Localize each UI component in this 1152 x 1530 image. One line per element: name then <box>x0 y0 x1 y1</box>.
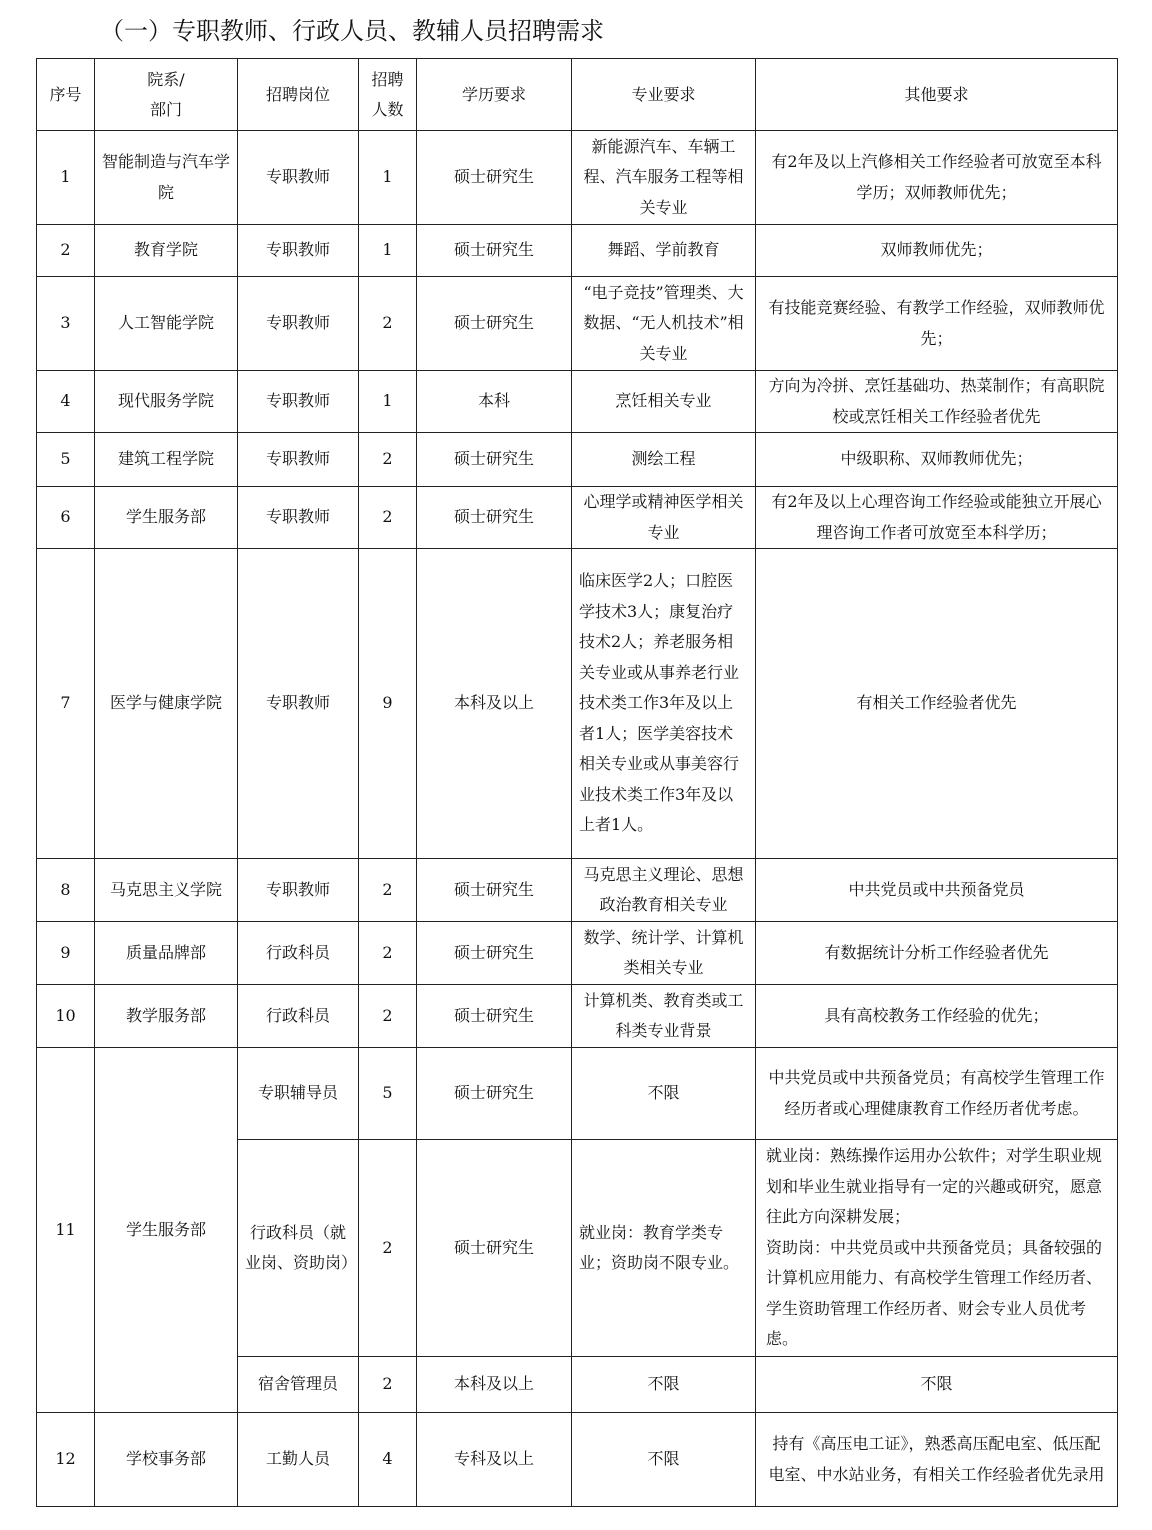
cell-seq: 2 <box>37 225 95 277</box>
header-dept <box>95 59 238 131</box>
cell-dept: 教育学院 <box>95 225 238 277</box>
cell-seq: 12 <box>37 1413 95 1507</box>
header-major: 专业要求 <box>572 59 756 131</box>
cell-major: 新能源汽车、车辆工程、汽车服务工程等相关专业 <box>572 131 756 225</box>
cell-position: 专职教师 <box>238 225 359 277</box>
cell-count: 4 <box>359 1413 417 1507</box>
cell-position: 专职辅导员 <box>238 1048 359 1140</box>
cell-other: 不限 <box>756 1357 1118 1413</box>
header-seq: 序号 <box>37 59 95 131</box>
cell-major: 测绘工程 <box>572 433 756 487</box>
cell-count: 2 <box>359 1357 417 1413</box>
cell-other: 有相关工作经验者优先 <box>756 549 1118 859</box>
table-row <box>37 549 1118 859</box>
cell-education: 硕士研究生 <box>417 859 572 922</box>
cell-count: 1 <box>359 225 417 277</box>
table-row <box>37 131 1118 225</box>
cell-education: 本科及以上 <box>417 549 572 859</box>
header-count-line1: 招聘 <box>371 69 404 89</box>
header-dept-line1: 院系/ <box>147 69 185 89</box>
cell-major: 不限 <box>572 1357 756 1413</box>
table-edge-mark <box>1117 134 1118 156</box>
cell-count: 2 <box>359 1140 417 1357</box>
cell-position: 行政科员 <box>238 922 359 985</box>
cell-dept: 马克思主义学院 <box>95 859 238 922</box>
cell-major: 不限 <box>572 1413 756 1507</box>
header-count <box>359 59 417 131</box>
cell-major: 临床医学2人；口腔医学技术3人；康复治疗技术2人；养老服务相关专业或从事养老行业技术类工作3年及以上者1人；医学美容技术相关专业或从事美容行业技术类工作3年及以上者1人。 <box>572 549 756 859</box>
cell-count: 9 <box>359 549 417 859</box>
cell-education: 硕士研究生 <box>417 225 572 277</box>
cell-dept: 现代服务学院 <box>95 371 238 433</box>
cell-other: 有2年及以上汽修相关工作经验者可放宽至本科学历；双师教师优先； <box>756 131 1118 225</box>
cell-dept: 质量品牌部 <box>95 922 238 985</box>
cell-position: 专职教师 <box>238 549 359 859</box>
cell-other: 中共党员或中共预备党员 <box>756 859 1118 922</box>
cell-seq: 10 <box>37 985 95 1048</box>
cell-major: 舞蹈、学前教育 <box>572 225 756 277</box>
cell-count: 2 <box>359 433 417 487</box>
table-row <box>37 985 1118 1048</box>
cell-other: 具有高校教务工作经验的优先； <box>756 985 1118 1048</box>
header-position: 招聘岗位 <box>238 59 359 131</box>
table-row <box>37 487 1118 549</box>
cell-education: 硕士研究生 <box>417 487 572 549</box>
section-heading: （一）专职教师、行政人员、教辅人员招聘需求 <box>100 17 604 45</box>
cell-count: 2 <box>359 985 417 1048</box>
cell-major: “电子竞技”管理类、大数据、“无人机技术”相关专业 <box>572 277 756 371</box>
cell-seq: 4 <box>37 371 95 433</box>
cell-other <box>756 1140 1118 1357</box>
cell-other: 持有《高压电工证》，熟悉高压配电室、低压配电室、中水站业务，有相关工作经验者优先录用 <box>756 1413 1118 1507</box>
cell-other: 有技能竞赛经验、有教学工作经验，双师教师优先； <box>756 277 1118 371</box>
cell-other: 方向为冷拼、烹饪基础功、热菜制作；有高职院校或烹饪相关工作经验者优先 <box>756 371 1118 433</box>
cell-education: 本科 <box>417 371 572 433</box>
header-education: 学历要求 <box>417 59 572 131</box>
cell-major: 烹饪相关专业 <box>572 371 756 433</box>
cell-position: 行政科员 <box>238 985 359 1048</box>
cell-dept: 人工智能学院 <box>95 277 238 371</box>
cell-position: 专职教师 <box>238 859 359 922</box>
cell-dept: 教学服务部 <box>95 985 238 1048</box>
cell-dept: 学生服务部 <box>95 487 238 549</box>
cell-count: 2 <box>359 859 417 922</box>
cell-position: 专职教师 <box>238 487 359 549</box>
cell-seq: 6 <box>37 487 95 549</box>
cell-major: 数学、统计学、计算机类相关专业 <box>572 922 756 985</box>
cell-count: 1 <box>359 371 417 433</box>
cell-other: 有数据统计分析工作经验者优先 <box>756 922 1118 985</box>
cell-position: 专职教师 <box>238 131 359 225</box>
cell-education: 硕士研究生 <box>417 433 572 487</box>
cell-seq: 5 <box>37 433 95 487</box>
cell-count: 2 <box>359 487 417 549</box>
header-count-line2: 人数 <box>371 99 404 119</box>
cell-education: 硕士研究生 <box>417 277 572 371</box>
cell-major: 心理学或精神医学相关专业 <box>572 487 756 549</box>
cell-education: 硕士研究生 <box>417 922 572 985</box>
cell-major: 不限 <box>572 1048 756 1140</box>
header-dept-line2: 部门 <box>149 99 182 119</box>
table-row <box>37 1048 1118 1140</box>
cell-other: 双师教师优先； <box>756 225 1118 277</box>
table-row <box>37 859 1118 922</box>
table-row <box>37 277 1118 371</box>
cell-other: 中级职称、双师教师优先； <box>756 433 1118 487</box>
cell-major: 马克思主义理论、思想政治教育相关专业 <box>572 859 756 922</box>
table-row <box>37 433 1118 487</box>
table-row <box>37 371 1118 433</box>
cell-count: 2 <box>359 922 417 985</box>
cell-dept: 智能制造与汽车学院 <box>95 131 238 225</box>
cell-dept: 学生服务部 <box>95 1048 238 1413</box>
cell-position: 宿舍管理员 <box>238 1357 359 1413</box>
cell-position: 专职教师 <box>238 433 359 487</box>
cell-education: 硕士研究生 <box>417 1140 572 1357</box>
cell-position: 工勤人员 <box>238 1413 359 1507</box>
cell-seq: 7 <box>37 549 95 859</box>
cell-other: 中共党员或中共预备党员；有高校学生管理工作经历者或心理健康教育工作经历者优考虑。 <box>756 1048 1118 1140</box>
cell-education: 专科及以上 <box>417 1413 572 1507</box>
cell-major: 计算机类、教育类或工科类专业背景 <box>572 985 756 1048</box>
cell-count: 5 <box>359 1048 417 1140</box>
cell-education: 本科及以上 <box>417 1357 572 1413</box>
cell-other-line2: 资助岗：中共党员或中共预备党员；具备较强的计算机应用能力、有高校学生管理工作经历者、学生资助管理工作经历者、财会专业人员优考虑。 <box>766 1237 1103 1349</box>
cell-seq: 1 <box>37 131 95 225</box>
cell-dept: 医学与健康学院 <box>95 549 238 859</box>
cell-seq: 8 <box>37 859 95 922</box>
table-row <box>37 225 1118 277</box>
cell-count: 1 <box>359 131 417 225</box>
header-other: 其他要求 <box>756 59 1118 131</box>
cell-education: 硕士研究生 <box>417 985 572 1048</box>
cell-seq: 11 <box>37 1048 95 1413</box>
cell-other: 有2年及以上心理咨询工作经验或能独立开展心理咨询工作者可放宽至本科学历； <box>756 487 1118 549</box>
cell-education: 硕士研究生 <box>417 1048 572 1140</box>
cell-education: 硕士研究生 <box>417 131 572 225</box>
recruitment-table <box>36 58 1118 1507</box>
cell-other-line1: 就业岗：熟练操作运用办公软件；对学生职业规划和毕业生就业指导有一定的兴趣或研究，愿意往此方向深耕发展； <box>766 1146 1103 1227</box>
table-header-row <box>37 59 1118 131</box>
cell-dept: 建筑工程学院 <box>95 433 238 487</box>
cell-major: 就业岗：教育学类专业；资助岗不限专业。 <box>572 1140 756 1357</box>
cell-position: 专职教师 <box>238 371 359 433</box>
cell-position: 专职教师 <box>238 277 359 371</box>
cell-dept: 学校事务部 <box>95 1413 238 1507</box>
cell-seq: 9 <box>37 922 95 985</box>
cell-seq: 3 <box>37 277 95 371</box>
table-row <box>37 1413 1118 1507</box>
cell-position: 行政科员（就业岗、资助岗） <box>238 1140 359 1357</box>
table-row <box>37 922 1118 985</box>
cell-count: 2 <box>359 277 417 371</box>
